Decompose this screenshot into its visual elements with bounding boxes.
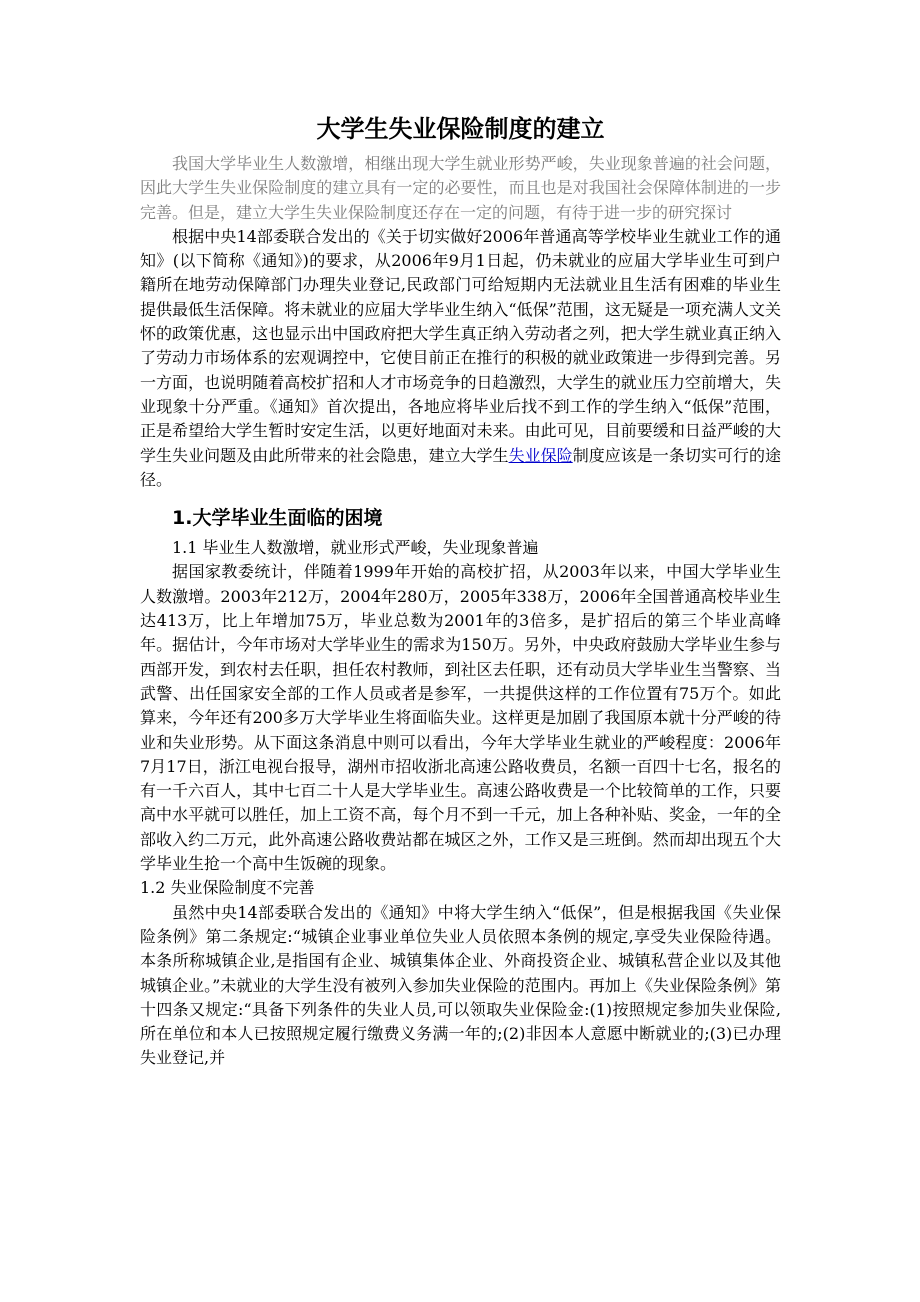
document-page: [140, 112, 781, 1071]
paragraph-notice-policy: [140, 225, 781, 492]
paragraph-insurance-regulation: 虽然中央14部委联合发出的《通知》中将大学生纳入“低保”，但是根据我国《失业保险条例》第二条规定:“城镇企业事业单位失业人员依照本条例的规定,享受失业保险待遇。本条所称城镇企业,是指国有企业、城镇集体企业、外商投资企业、城镇私营企业以及其他城镇企业。”未就业的大学生没有被列入参加失业保险的范围内。再加上《失业保险条例》第十四条又规定:“具备下列条件的失业人员,可以领取失业保险金:(1)按照规定参加失业保险,所在单位和本人已按照规定履行缴费义务满一年的;(2)非因本人意愿中断就业的;(3)已办理失业登记,并: [140, 902, 781, 1068]
unemployment-insurance-link[interactable]: 失业保险: [508, 445, 573, 465]
document-title: 大学生失业保险制度的建立: [316, 115, 605, 143]
paragraph-graduate-statistics: 据国家教委统计，伴随着1999年开始的高校扩招，从2003年以来，中国大学毕业生人数激增。2003年212万，2004年280万，2005年338万，2006年全国普通高校毕业生达413万，比上年增加75万，毕业总数为2001年的3倍多，是扩招后的第三个毕业高峰年。据估计，今年市场对大学毕业生的需求为150万。另外，中央政府鼓励大学毕业生参与西部开发，到农村去任职，担任农村教师，到社区去任职，还有动员大学毕业生当警察、当武警、出任国家安全部的工作人员或者是参军，一共提供这样的工作位置有75万个。如此算来，今年还有200多万大学毕业生将面临失业。这样更是加剧了我国原本就十分严峻的待业和失业形势。从下面这条消息中则可以看出，今年大学毕业生就业的严峻程度：2006年7月17日，浙江电视台报导，湖州市招收浙北高速公路收费员，名额一百四十七名，报名的有一千六百人，其中七百二十人是大学毕业生。高速公路收费是一个比较简单的工作，只要高中水平就可以胜任，加上工资不高，每个月不到一千元，加上各种补贴、奖金，一年的全部收入约二万元，此外高速公路收费站都在城区之外，工作又是三班倒。然而却出现五个大学毕业生抢一个高中生饭碗的现象。: [140, 562, 781, 874]
intro-paragraph: 我国大学毕业生人数激增，相继出现大学生就业形势严峻，失业现象普遍的社会问题，因此大学生失业保险制度的建立具有一定的必要性，而且也是对我国社会保障体制进的一步完善。但是，建立大学生失业保险制度还存在一定的问题，有待于进一步的研究探讨: [140, 154, 781, 222]
paragraph-text: 制度应该是一条切实可行的途径。: [140, 445, 781, 489]
section-heading-1: 1.大学毕业生面临的困境: [172, 507, 383, 530]
subheading-1-1: 1.1 毕业生人数激增，就业形式严峻，失业现象普遍: [172, 538, 539, 558]
paragraph-text: 根据中央14部委联合发出的《关于切实做好2006年普通高等学校毕业生就业工作的通知》(以下简称《通知》)的要求，从2006年9月1日起，仍未就业的应届大学毕业生可到户籍所在地劳动保障部门办理失业登记,民政部门可给短期内无法就业且生活有困难的毕业生提供最低生活保障。将未就业的应届大学毕业生纳入“低保”范围，这无疑是一项充满人文关怀的政策优惠，这也显示出中国政府把大学生真正纳入劳动者之列，把大学生就业真正纳入了劳动力市场体系的宏观调控中，它使目前正在推行的积极的就业政策进一步得到完善。另一方面，也说明随着高校扩招和人才市场竞争的日趋激烈，大学生的就业压力空前增大，失业现象十分严重。《通知》首次提出，各地应将毕业后找不到工作的学生纳入“低保”范围，正是希望给大学生暂时安定生活，以更好地面对未来。由此可见，目前要缓和日益严峻的大学生失业问题及由此所带来的社会隐患，建立大学生: [140, 226, 781, 465]
subheading-1-2: 1.2 失业保险制度不完善: [140, 878, 315, 898]
